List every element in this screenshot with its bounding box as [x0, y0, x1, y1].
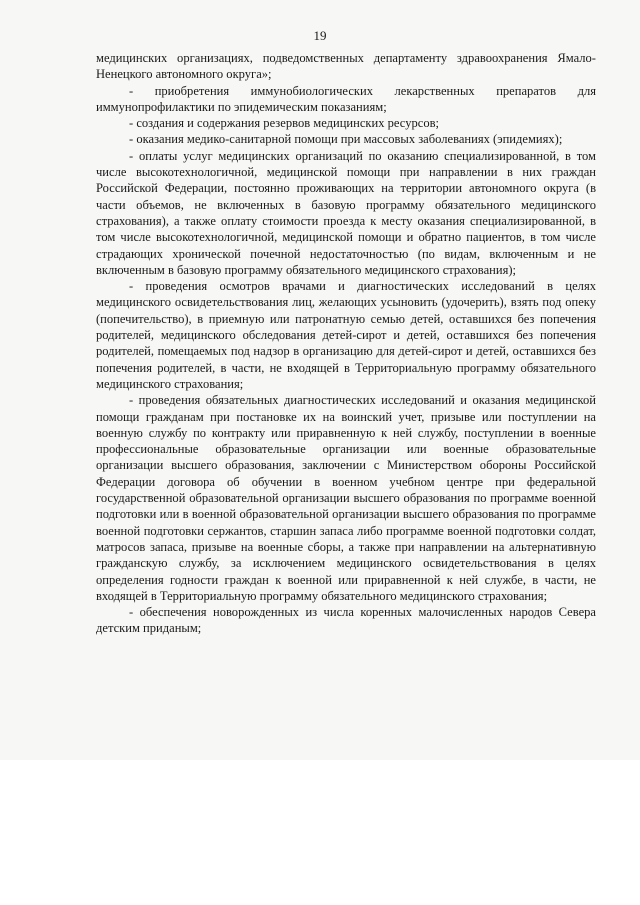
list-item-newborn-kits: - обеспечения новорожденных из числа коренных малочисленных народов Севера детским приданым; — [96, 605, 596, 636]
blank-margin — [0, 760, 640, 905]
list-item-specialized-care: - оплаты услуг медицинских организаций по оказанию специализированной, в том числе высокотехнологичной, медицинской помощи при направлении в них граждан Российской Федерации, постоянно проживающих на территории автономного округа (в части объемов, не включенных в базовую программу обязательного медицинского страхования), а также оплату стоимости проезда к месту оказания специализированной, в том числе высокотехнологичной, медицинской помощи и обратно пациентов, в том числе страдающих хронической почечной недостаточностью (по видам, включенным и не включенным в базовую программу обязательного медицинского страхования); — [96, 148, 596, 277]
page-number: 19 — [313, 28, 327, 43]
document-body — [96, 50, 596, 637]
list-item-epidemics: - оказания медико-санитарной помощи при массовых заболеваниях (эпидемиях); — [129, 132, 563, 147]
list-item-immunobiological: - приобретения иммунобиологических лекарственных препаратов для иммунопрофилактики по эпидемическим показаниям; — [96, 83, 596, 114]
paragraph-continuation: медицинских организациях, подведомственных департаменту здравоохранения Ямало-Ненецкого автономного округа»; — [96, 51, 596, 82]
list-item-reserves: - создания и содержания резервов медицинских ресурсов; — [129, 116, 440, 131]
list-item-military-exams: - проведения обязательных диагностических исследований и оказания медицинской помощи гражданам при постановке их на воинский учет, призыве или поступлении на военную службу по контракту или приравненную к ней службу, поступлении в военные профессиональные образовательные организации или военные образовательные организации высшего образования, заключении с Министерством обороны Российской Федерации договора об обучении в военном учебном центре при федеральной государственной образовательной организации высшего образования по программе военной подготовки или в военной образовательной организации высшего образования по программе военной подготовки сержантов, старшин запаса либо программе военной подготовки солдат, матросов запаса, призыве на военные сборы, а также при направлении на альтернативную гражданскую службу, за исключением медицинского освидетельствования в целях определения годности граждан к военной или приравненной к ней службе, в части, не входящей в Территориальную программу обязательного медицинского страхования; — [96, 393, 596, 603]
list-item-adoption-exams: - проведения осмотров врачами и диагностических исследований в целях медицинского освидетельствования лиц, желающих усыновить (удочерить), взять под опеку (попечительство), в приемную или патронатную семью детей, оставшихся без попечения родителей, медицинского обследования детей-сирот и детей, оставшихся без попечения родителей, помещаемых под надзор в организацию для детей-сирот и детей, оставшихся без попечения родителей, в части, не входящей в Территориальную программу обязательного медицинского страхования; — [96, 279, 596, 391]
